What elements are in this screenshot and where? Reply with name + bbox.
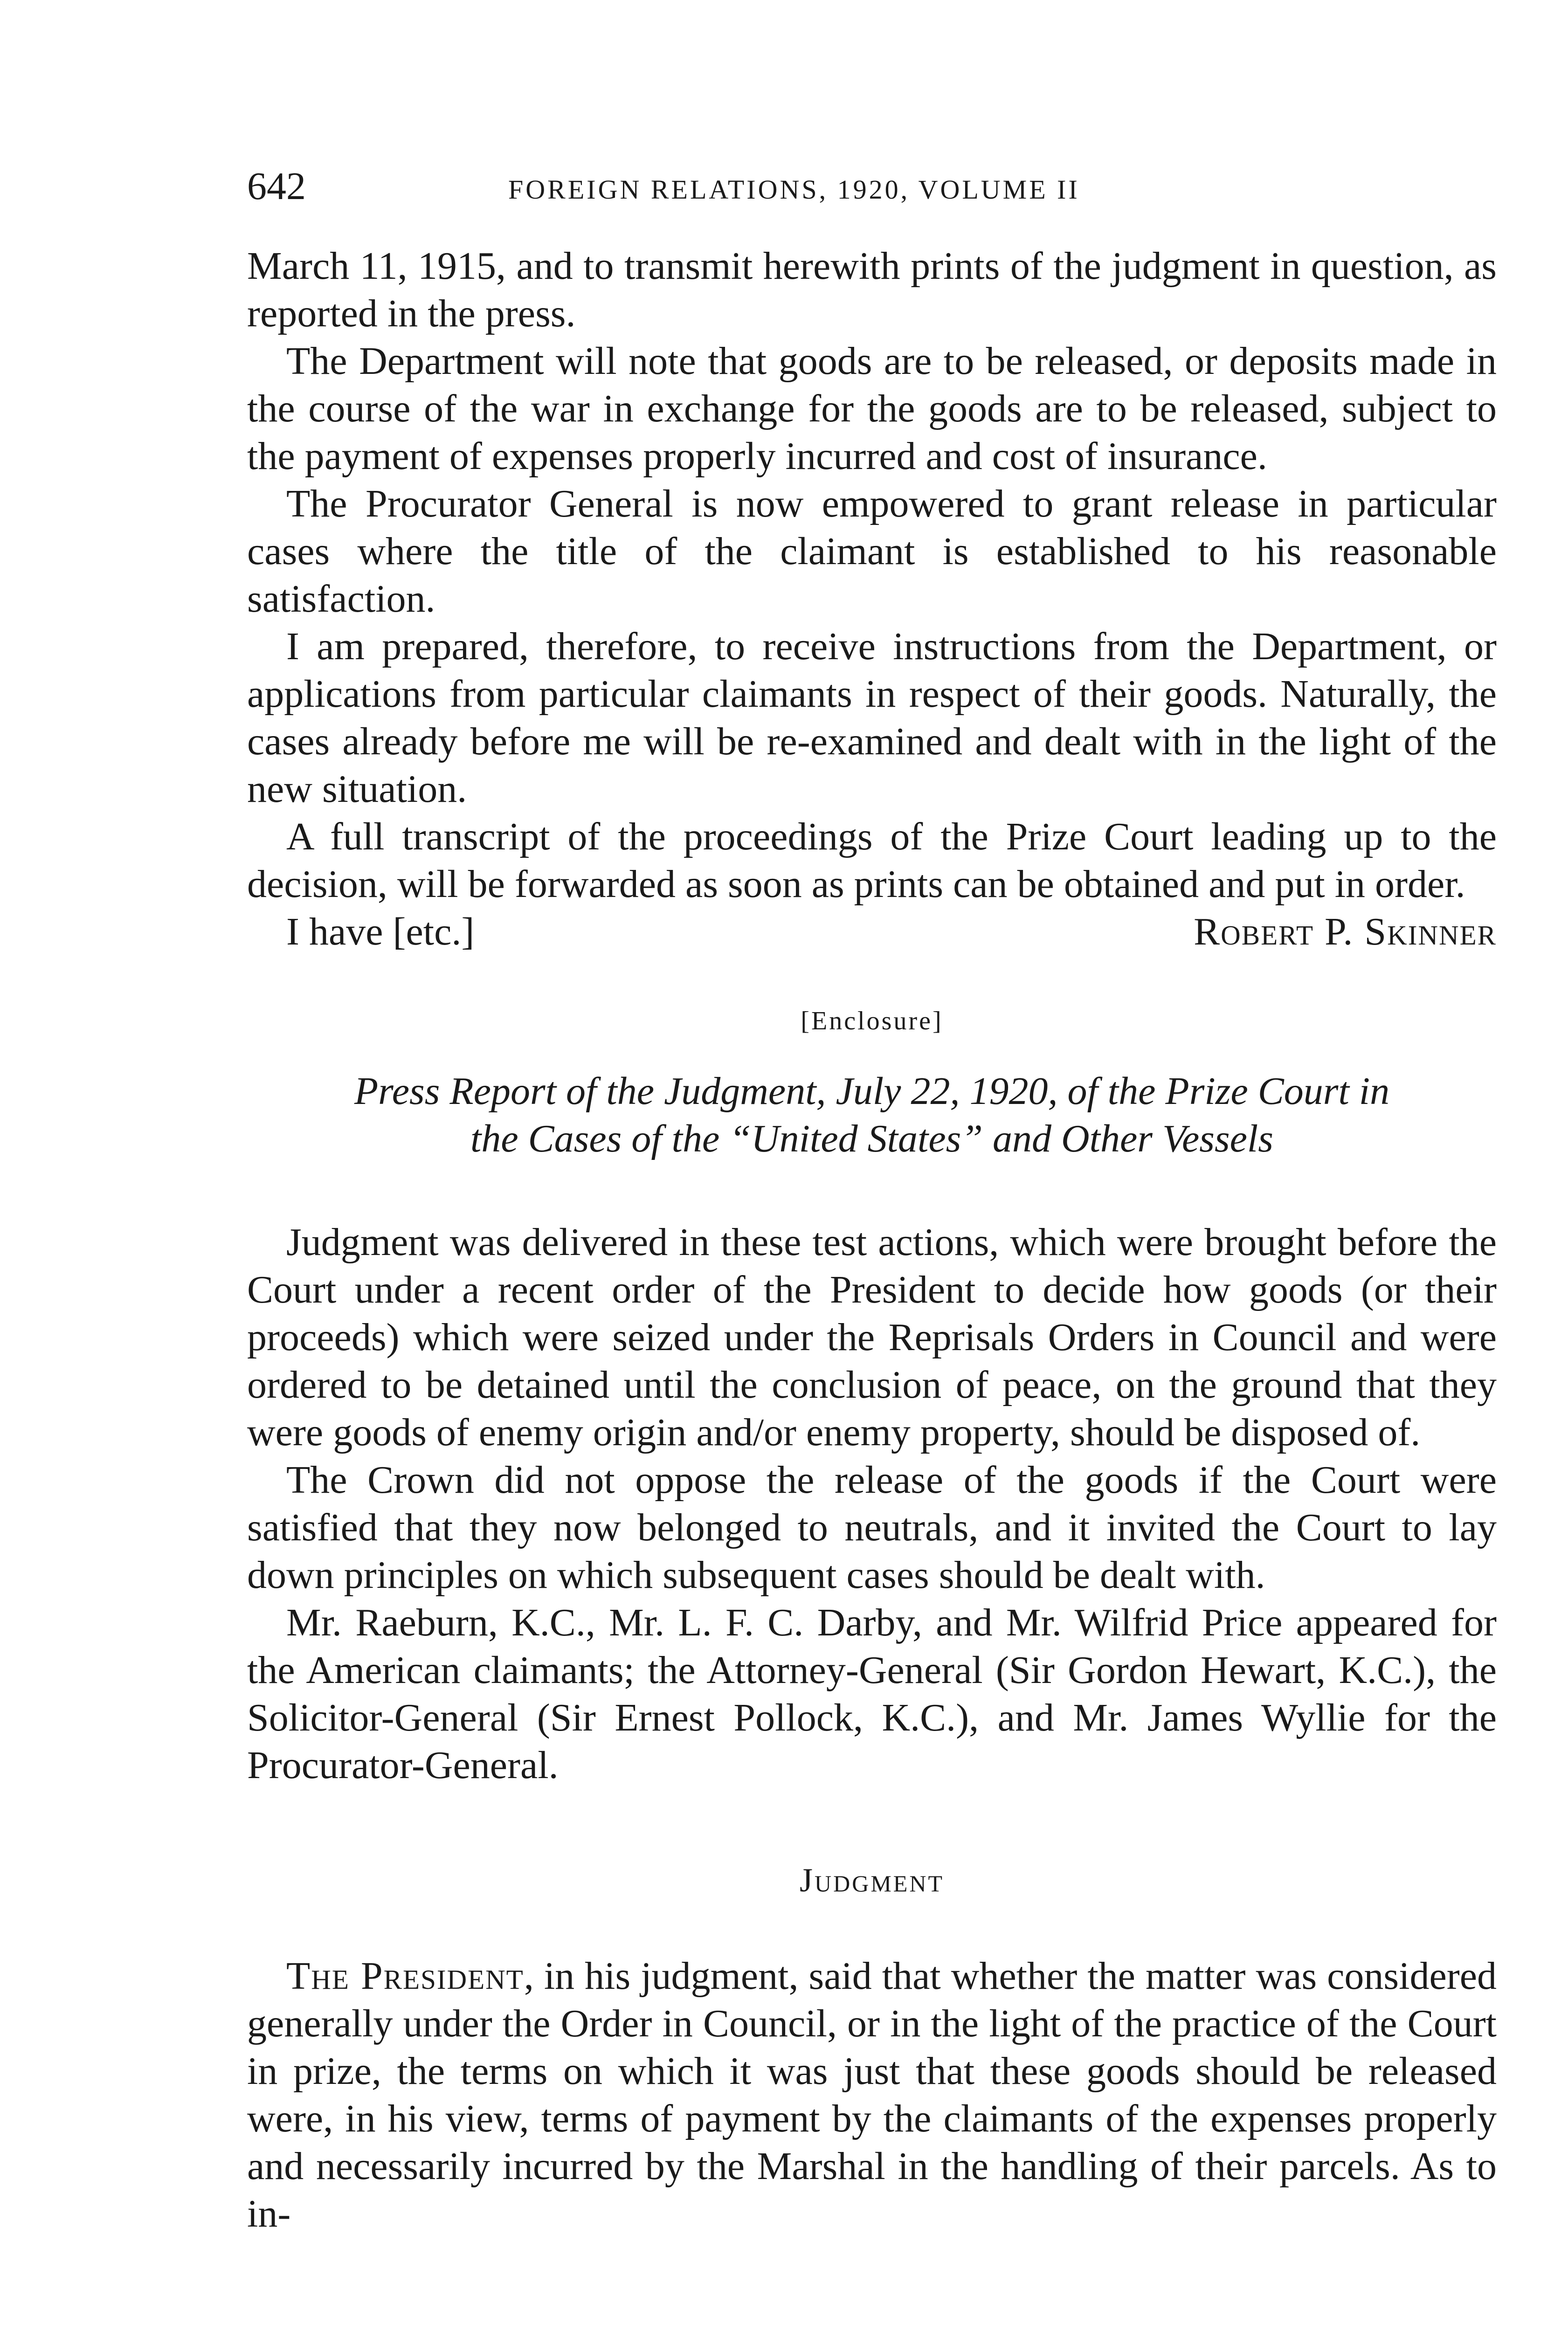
- signature: Robert P. Skinner: [1194, 910, 1497, 953]
- letter-paragraph: March 11, 1915, and to transmit herewith prints of the judgment in question, as reported in the press.: [247, 244, 1497, 335]
- enclosure-paragraph: Judgment was delivered in these test actions, which were brought before the Court under a recent order of the President to decide how goods (or their proceeds) which were seized under the Reprisals Orders in Council and were ordered to be detained until the conclusion of peace, on the ground that they were goods of enemy origin and/or enemy property, should be disposed of.: [247, 1221, 1497, 1454]
- closing-text: I have [etc.]: [286, 910, 475, 953]
- enclosure-title-line: Press Report of the Judgment, July 22, 1920, of the Prize Court in: [354, 1069, 1390, 1113]
- letter-paragraph: I am prepared, therefore, to receive instructions from the Department, or applications from particular claimants in respect of their goods. Naturally, the cases already before me will be re-examined and dealt with in the light of the new situation.: [247, 625, 1497, 811]
- enclosure-title-line: the Cases of the “United States” and Other Vessels: [470, 1117, 1273, 1160]
- judgment-text: , in his judgment, said that whether the matter was considered generally under the Order in Council, or in the light of the practice of the Court in prize, the terms on which it was just that these goods should be released were, in his view, terms of payment by the claimants of the expenses properly and necessarily incurred by the Marshal in the handling of their parcels. As to in-: [247, 1954, 1497, 2235]
- letter-paragraph: A full transcript of the proceedings of the Prize Court leading up to the decision, will be forwarded as soon as prints can be obtained and put in order.: [247, 815, 1497, 906]
- enclosure-label: [Enclosure]: [801, 1007, 943, 1035]
- judgment-speaker: The President: [286, 1954, 524, 1998]
- closing-line: [247, 908, 1497, 956]
- enclosure-paragraph: Mr. Raeburn, K.C., Mr. L. F. C. Darby, and Mr. Wilfrid Price appeared for the American claimants; the Attorney-General (Sir Gordon Hewart, K.C.), the Solicitor-General (Sir Ernest Pollock, K.C.), and Mr. James Wyllie for the Procurator-General.: [247, 1601, 1497, 1787]
- page-number: 642: [247, 165, 306, 208]
- judgment-heading: Judgment: [800, 1862, 944, 1899]
- enclosure-paragraph: The Crown did not oppose the release of the goods if the Court were satisfied that they now belonged to neutrals, and it invited the Court to lay down principles on which subsequent cases should be dealt with.: [247, 1458, 1497, 1597]
- running-head-title: FOREIGN RELATIONS, 1920, VOLUME II: [508, 174, 1080, 205]
- letter-paragraph: The Department will note that goods are to be released, or deposits made in the course of the war in exchange for the goods are to be released, subject to the payment of expenses properly incurred and cost of insurance.: [247, 339, 1497, 478]
- judgment-paragraph: [247, 1952, 1497, 2238]
- letter-paragraph: The Procurator General is now empowered to grant release in particular cases where the title of the claimant is established to his reasonable satisfaction.: [247, 482, 1497, 621]
- enclosure-title: [247, 1068, 1497, 1163]
- document-page: [247, 163, 1497, 2238]
- running-head: [247, 163, 1497, 224]
